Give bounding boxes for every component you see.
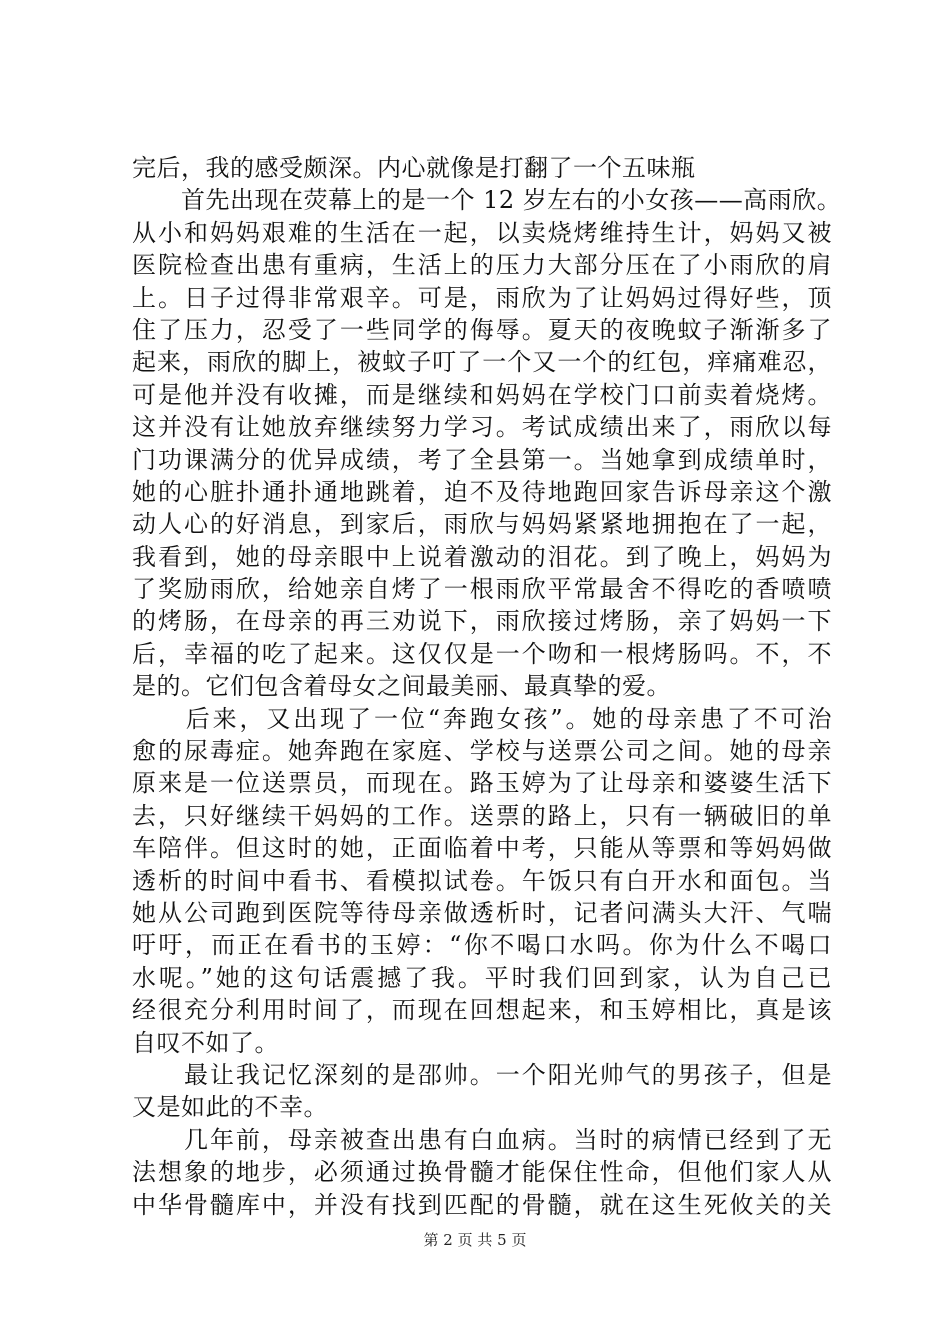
text-line: 后来，又出现了一位“奔跑女孩”。她的母亲患了不可治	[132, 704, 832, 733]
text-line: 她的心脏扑通扑通地跳着，迫不及待地跑回家告诉母亲这个激	[132, 477, 832, 506]
text-line: 可是他并没有收摊，而是继续和妈妈在学校门口前卖着烧烤。	[132, 380, 832, 409]
text-line: 她从公司跑到医院等待母亲做透析时，记者问满头大汗、气喘	[132, 898, 832, 927]
text-line: 车陪伴。但这时的她，正面临着中考，只能从等票和等妈妈做	[132, 834, 832, 863]
text-line: 的烤肠，在母亲的再三劝说下，雨欣接过烤肠，亲了妈妈一下	[132, 607, 832, 636]
text-line: 我看到，她的母亲眼中上说着激动的泪花。到了晚上，妈妈为	[132, 542, 832, 571]
text-line: 水呢。”她的这句话震撼了我。平时我们回到家，认为自己已	[132, 963, 832, 992]
text-line: 经很充分利用时间了，而现在回想起来，和玉婷相比，真是该	[132, 996, 832, 1025]
text-line: 法想象的地步，必须通过换骨髓才能保住性命，但他们家人从	[132, 1158, 832, 1187]
text-line: 后，幸福的吃了起来。这仅仅是一个吻和一根烤肠吗。不，不	[132, 639, 832, 668]
text-line: 起来，雨欣的脚上，被蚊子叮了一个又一个的红包，痒痛难忍，	[132, 348, 832, 377]
text-line: 了奖励雨欣，给她亲自烤了一根雨欣平常最舍不得吃的香喷喷	[132, 575, 832, 604]
text-line: 完后，我的感受颇深。内心就像是打翻了一个五味瓶	[132, 154, 696, 182]
text-line: 自叹不如了。	[132, 1028, 279, 1057]
text-line: 动人心的好消息，到家后，雨欣与妈妈紧紧地拥抱在了一起，	[132, 510, 832, 539]
text-line: 原来是一位送票员，而现在。路玉婷为了让母亲和婆婆生活下	[132, 769, 832, 798]
text-line: 首先出现在荧幕上的是一个 12 岁左右的小女孩——高雨欣。	[132, 186, 842, 215]
text-line: 吁吁，而正在看书的玉婷：“你不喝口水吗。你为什么不喝口	[132, 931, 832, 960]
text-line: 这并没有让她放弃继续努力学习。考试成绩出来了，雨欣以每	[132, 413, 832, 442]
text-line: 愈的尿毒症。她奔跑在家庭、学校与送票公司之间。她的母亲	[132, 737, 832, 766]
text-line: 从小和妈妈艰难的生活在一起，以卖烧烤维持生计，妈妈又被	[132, 218, 832, 247]
page-number: 第 2 页 共 5 页	[423, 1231, 527, 1249]
text-line: 几年前，母亲被查出患有白血病。当时的病情已经到了无	[132, 1125, 832, 1154]
text-line: 是的。它们包含着母女之间最美丽、最真挚的爱。	[132, 672, 671, 701]
text-line: 门功课满分的优异成绩，考了全县第一。当她拿到成绩单时，	[132, 445, 832, 474]
text-line: 住了压力，忍受了一些同学的侮辱。夏天的夜晚蚊子渐渐多了	[132, 315, 832, 344]
text-line: 透析的时间中看书、看模拟试卷。午饭只有白开水和面包。当	[132, 866, 832, 895]
text-line: 中华骨髓库中，并没有找到匹配的骨髓，就在这生死攸关的关	[132, 1190, 832, 1219]
text-line: 又是如此的不幸。	[132, 1093, 328, 1122]
page-footer	[0, 1229, 950, 1250]
text-line: 最让我记忆深刻的是邵帅。一个阳光帅气的男孩子，但是	[132, 1060, 832, 1089]
body-text	[132, 152, 842, 1221]
text-line: 上。日子过得非常艰辛。可是，雨欣为了让妈妈过得好些，顶	[132, 283, 832, 312]
text-line: 医院检查出患有重病，生活上的压力大部分压在了小雨欣的肩	[132, 251, 832, 280]
text-line: 去，只好继续干妈妈的工作。送票的路上，只有一辆破旧的单	[132, 801, 832, 830]
